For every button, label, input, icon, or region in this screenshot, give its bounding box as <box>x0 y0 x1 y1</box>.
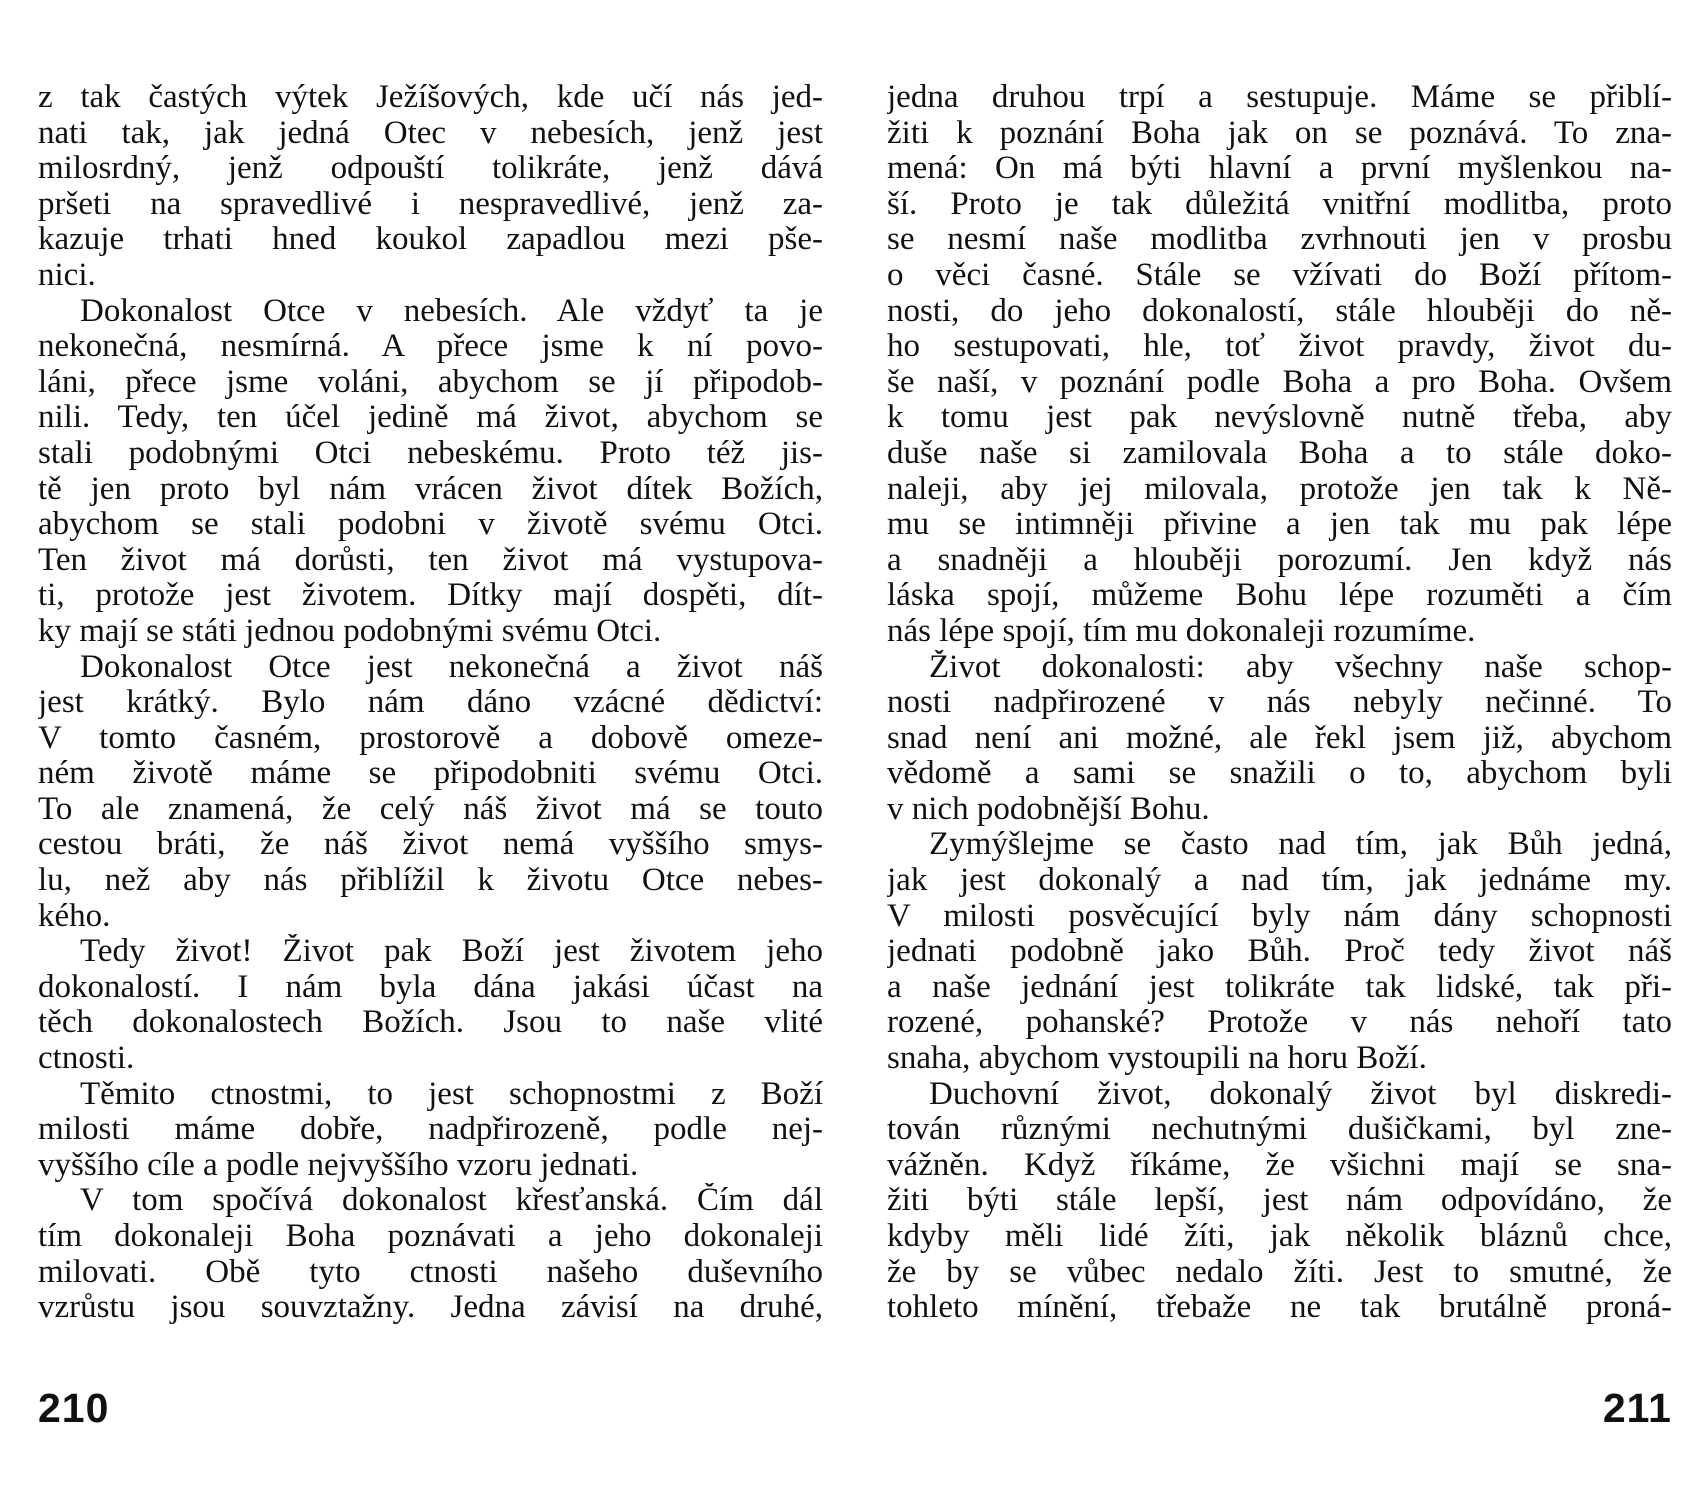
text-line: ctnosti. <box>38 1041 135 1077</box>
text-line: vzrůstu jsou souvztažny. Jedna závisí na druhé, <box>38 1290 823 1326</box>
text-line: tován různými nechutnými dušičkami, byl zne- <box>887 1112 1672 1148</box>
text-line: snad není ani možné, ale řekl jsem již, abychom <box>887 720 1672 756</box>
text-line: mu se intimněji přivine a jen tak mu pak lépe <box>887 507 1672 543</box>
text-line: ky mají se státi jednou podobnými svému Otci. <box>38 613 662 649</box>
text-line: Tedy život! Život pak Boží jest životem jeho <box>80 934 823 970</box>
text-line: V tomto časném, prostorově a dobově omeze- <box>38 720 823 756</box>
text-line: láni, přece jsme voláni, abychom se jí připodob- <box>38 364 823 400</box>
text-line: nili. Tedy, ten účel jedině má život, abychom se <box>38 400 823 436</box>
text-line: z tak častých výtek Ježíšových, kde učí nás jed- <box>38 80 823 115</box>
left-page-text <box>38 80 823 1326</box>
text-line: že by se vůbec nedalo žíti. Jest to smutné, že <box>887 1254 1672 1290</box>
text-line: a naše jednání jest tolikráte tak lidské, tak při- <box>887 969 1672 1005</box>
left-page-number: 210 <box>38 1385 110 1431</box>
text-line: vyššího cíle a podle nejvyššího vzoru jednati. <box>38 1147 639 1183</box>
text-line: še naší, v poznání podle Boha a pro Boha. Ovšem <box>887 364 1672 400</box>
text-line: milosti máme dobře, nadpřirozeně, podle nej- <box>38 1112 823 1148</box>
right-page <box>887 0 1672 1500</box>
text-line: kého. <box>38 898 111 934</box>
text-line: nosti nadpřirozené v nás nebyly nečinné. To <box>887 685 1672 721</box>
text-line: stali podobnými Otci nebeskému. Proto též jis- <box>38 435 823 471</box>
text-line: ho sestupovati, hle, toť život pravdy, život du- <box>887 329 1672 365</box>
text-line: To ale znamená, že celý náš život má se touto <box>38 791 823 827</box>
text-line: vážněn. Když říkáme, že všichni mají se sna- <box>887 1147 1672 1183</box>
left-page <box>38 0 823 1500</box>
text-line: a snadněji a hlouběji porozumí. Jen když nás <box>887 542 1672 578</box>
text-line: jedna druhou trpí a sestupuje. Máme se přiblí- <box>887 80 1672 115</box>
text-line: láska spojí, můžeme Bohu lépe rozuměti a čím <box>887 578 1672 614</box>
text-line: tohleto mínění, třebaže ne tak brutálně proná- <box>887 1290 1672 1326</box>
text-line: tím dokonaleji Boha poznávati a jeho dokonaleji <box>38 1219 823 1254</box>
right-page-text <box>887 80 1672 1326</box>
text-line: Život dokonalosti: aby všechny naše schop- <box>929 649 1672 685</box>
text-line: k tomu jest pak nevýslovně nutně třeba, aby <box>887 400 1672 436</box>
text-line: nici. <box>38 257 96 293</box>
text-line: žiti k poznání Boha jak on se poznává. To zna- <box>887 115 1672 151</box>
text-line: vědomě a sami se snažili o to, abychom byli <box>887 756 1672 792</box>
right-page-number: 211 <box>1602 1385 1672 1431</box>
text-line: milosrdný, jenž odpouští tolikráte, jenž dává <box>38 151 823 187</box>
text-line: nati tak, jak jedná Otec v nebesích, jenž jest <box>38 115 823 151</box>
text-line: Dokonalost Otce jest nekonečná a život náš <box>80 649 823 685</box>
text-line: v nich podobnější Bohu. <box>887 791 1210 827</box>
text-line: o věci časné. Stále se vžívati do Boží přítom- <box>887 257 1672 293</box>
text-line: jest krátký. Bylo nám dáno vzácné dědictví: <box>38 685 823 721</box>
text-line: ší. Proto je tak důležitá vnitřní modlitba, proto <box>887 186 1672 222</box>
text-line: nekonečná, nesmírná. A přece jsme k ní povo- <box>38 329 823 365</box>
text-line: tě jen proto byl nám vrácen život dítek Božích, <box>38 471 823 507</box>
text-line: pršeti na spravedlivé i nespravedlivé, jenž za- <box>38 186 823 222</box>
text-line: kazuje trhati hned koukol zapadlou mezi pše- <box>38 222 823 258</box>
text-line: jak jest dokonalý a nad tím, jak jednáme my. <box>887 863 1672 899</box>
text-line: Těmito ctnostmi, to jest schopnostmi z Boží <box>80 1076 823 1112</box>
text-line: naleji, aby jej milovala, protože jen tak k Ně- <box>887 471 1672 507</box>
text-line: cestou bráti, že náš život nemá vyššího smys- <box>38 827 823 863</box>
text-line: nosti, do jeho dokonalostí, stále hlouběji do ně- <box>887 293 1672 329</box>
text-line: V tom spočívá dokonalost křesťanská. Čím dál <box>80 1183 823 1219</box>
text-line: duše naše si zamilovala Boha a to stále doko- <box>887 435 1672 471</box>
text-line: těch dokonalostech Božích. Jsou to naše vlité <box>38 1005 823 1041</box>
text-line: lu, než aby nás přiblížil k životu Otce nebes- <box>38 863 823 899</box>
text-line: jednati podobně jako Bůh. Proč tedy život náš <box>887 934 1672 970</box>
text-line: Duchovní život, dokonalý život byl diskredi- <box>929 1076 1672 1112</box>
text-line: abychom se stali podobni v životě svému Otci. <box>38 507 823 543</box>
text-line: Zymýšlejme se často nad tím, jak Bůh jedná, <box>929 827 1672 863</box>
text-line: žiti býti stále lepší, jest nám odpovídáno, že <box>887 1183 1672 1219</box>
text-line: ném životě máme se připodobniti svému Otci. <box>38 756 823 792</box>
text-line: dokonalostí. I nám byla dána jakási účast na <box>38 969 823 1005</box>
text-line: milovati. Obě tyto ctnosti našeho duševního <box>38 1254 823 1290</box>
text-line: rozené, pohanské? Protože v nás nehoří tato <box>887 1005 1672 1041</box>
text-line: mená: On má býti hlavní a první myšlenkou na- <box>887 151 1672 187</box>
text-line: Ten život má dorůsti, ten život má vystupova- <box>38 542 823 578</box>
text-line: se nesmí naše modlitba zvrhnouti jen v prosbu <box>887 222 1672 258</box>
text-line: ti, protože jest životem. Dítky mají dospěti, dít- <box>38 578 823 614</box>
text-line: V milosti posvěcující byly nám dány schopnosti <box>887 898 1672 934</box>
text-line: Dokonalost Otce v nebesích. Ale vždyť ta je <box>80 293 823 329</box>
text-line: kdyby měli lidé žíti, jak několik bláznů chce, <box>887 1219 1672 1254</box>
text-line: snaha, abychom vystoupili na horu Boží. <box>887 1041 1427 1077</box>
text-line: nás lépe spojí, tím mu dokonaleji rozumíme. <box>887 613 1476 649</box>
